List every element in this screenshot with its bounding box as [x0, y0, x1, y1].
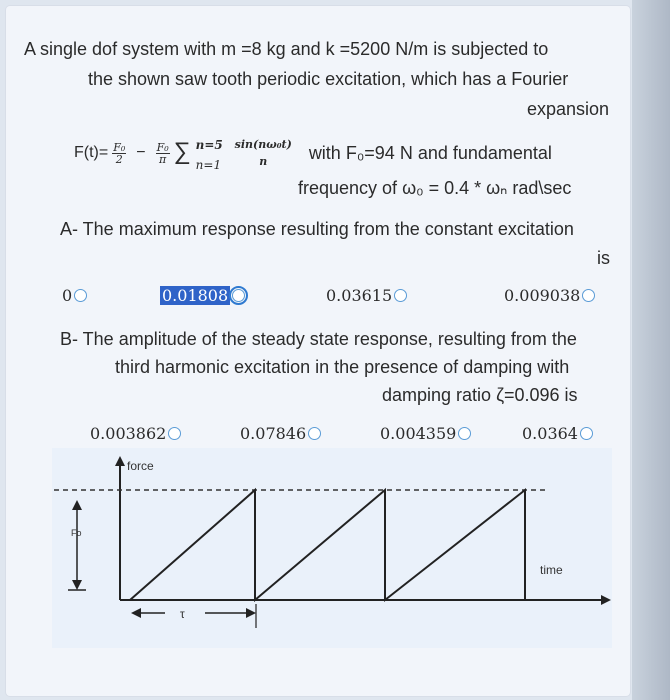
part-a-option-4[interactable]: 0.009038 — [504, 286, 595, 305]
tau-label: τ — [180, 607, 185, 621]
part-b-option-1[interactable]: 0.003862 — [90, 424, 181, 443]
f0-up-arrow-icon — [72, 500, 82, 510]
time-axis-arrow-icon — [601, 595, 611, 605]
problem-line-3: expansion — [527, 99, 610, 119]
f0-down-arrow-icon — [72, 580, 82, 590]
fraction-f0-over-2: $\frac{\text{F₀}}{2}$ — [113, 140, 126, 166]
part-b-option-2[interactable]: 0.07846 — [240, 424, 321, 443]
with-f0-text: with F₀=94 N and fundamental — [308, 143, 552, 163]
tau-left-arrow-icon — [131, 608, 141, 618]
part-b-question-2: third harmonic excitation in the presence of damping with — [115, 357, 570, 377]
part-a-question: A- The maximum response resulting from the constant excitation — [60, 219, 574, 239]
problem-line-2: the shown saw tooth periodic excitation, which has a Fourier — [88, 69, 569, 89]
time-label: time — [540, 563, 563, 577]
sum-lower-limit: n=1 — [195, 158, 222, 172]
part-a-question-end: is — [597, 248, 610, 268]
f0-label: Fo — [71, 528, 82, 538]
force-label: force — [127, 459, 154, 473]
part-a-option-3[interactable]: 0.03615 — [326, 286, 407, 305]
tau-right-arrow-icon — [246, 608, 256, 618]
part-b-question-1: B- The amplitude of the steady state response, resulting from the — [60, 329, 577, 349]
force-axis-arrow-icon — [115, 456, 125, 466]
sawtooth-wave — [130, 490, 525, 600]
part-b-option-4[interactable]: 0.0364 — [522, 424, 593, 443]
part-b-option-3[interactable]: 0.004359 — [380, 424, 471, 443]
problem-line-1: A single dof system with m =8 kg and k =5200 N/m is subjected to — [24, 39, 549, 59]
minus-sign: − — [136, 144, 146, 161]
formula-lhs: F(t)= — [74, 144, 109, 161]
sigma-icon: ∑ — [173, 138, 191, 165]
fraction-f0-over-pi: $\frac{\text{F₀}}{\pi}$ — [156, 140, 169, 166]
sum-upper-limit: n=5 — [195, 138, 223, 152]
part-a-option-2[interactable]: 0.01808 — [160, 286, 245, 305]
part-a-option-1[interactable]: 0 — [62, 286, 87, 305]
fraction-sin-over-n: sin(nω₀t) n — [234, 138, 292, 168]
part-b-question-3: damping ratio ζ=0.096 is — [382, 385, 578, 405]
frequency-line: frequency of ω₀ = 0.4 * ωₙ rad\sec — [298, 178, 572, 198]
